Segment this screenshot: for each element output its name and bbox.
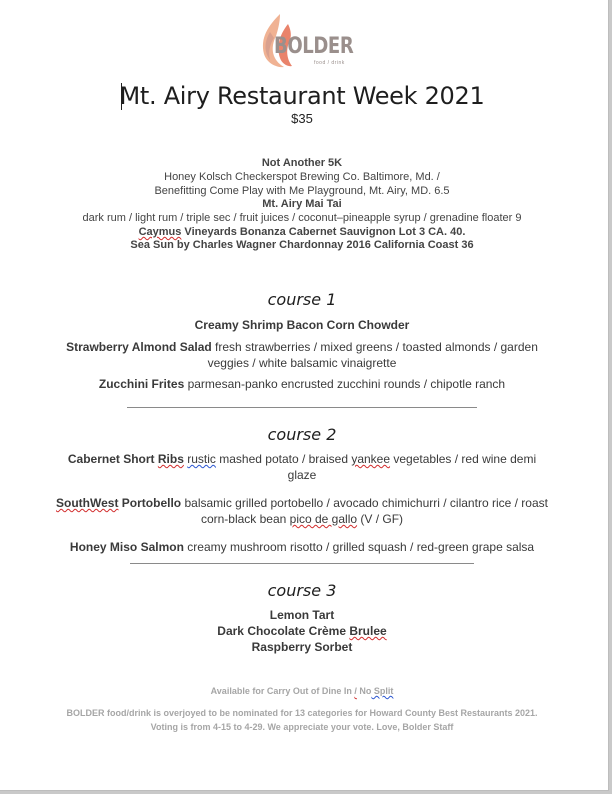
course-3-item-1: Lemon Tart [269, 608, 335, 622]
course-1-item-1: Creamy Shrimp Bacon Corn Chowder [194, 318, 410, 332]
logo-tagline: food / drink [314, 60, 345, 66]
beer-name: Not Another 5K [261, 157, 343, 169]
course-1-heading: course 1 [267, 290, 337, 309]
logo-wordmark: BOLDER [274, 34, 354, 59]
wine-1-brand: Caymus [138, 226, 182, 238]
price: $35 [291, 111, 313, 126]
course-2-item-1-desc-cont: glaze [287, 468, 317, 482]
course-2-item-2-desc-cont: corn-black bean pico de gallo (V / GF) [200, 512, 404, 526]
beer-description-line1: Honey Kolsch Checkerspot Brewing Co. Baltimore, Md. / [164, 171, 440, 183]
footer-voting: Voting is from 4-15 to 4-29. We appreciate your vote. Love, Bolder Staff [150, 722, 454, 732]
bolder-logo [258, 12, 358, 70]
course-3-item-3: Raspberry Sorbet [251, 640, 353, 654]
separator-2 [130, 563, 474, 564]
course-2-heading: course 2 [267, 425, 337, 444]
course-2-item-3-name: Honey Miso Salmon [69, 540, 184, 554]
course-2-item-2: SouthWest Portobello balsamic grilled portobello / avocado chimichurri / cilantro rice / roast [56, 496, 548, 510]
course-2-item-1: Cabernet Short Ribs rustic mashed potato / braised yankee vegetables / red wine demi [67, 452, 537, 466]
course-1-item-2-desc: fresh strawberries / mixed greens / toasted almonds / garden [211, 340, 538, 354]
separator-1 [127, 407, 477, 408]
course-1-item-3 [6, 376, 598, 392]
page-title: Mt. Airy Restaurant Week 2021 [119, 82, 485, 110]
course-2-item-1-name: Cabernet Short Ribs [67, 452, 184, 466]
course-1-item-3-name: Zucchini Frites [98, 377, 185, 391]
wine-1-rest: Vineyards Bonanza Cabernet Sauvignon Lot 3 CA. 40. [181, 226, 466, 238]
footer-nomination: BOLDER food/drink is overjoyed to be nominated for 13 categories for Howard County Best Restaurants 2021. [66, 708, 538, 718]
course-2-item-2-name: SouthWest Portobello [56, 496, 182, 510]
wine-2: Sea Sun by Charles Wagner Chardonnay 2016 California Coast 36 [130, 239, 474, 251]
footer-availability: Available for Carry Out of Dine In / No Split [210, 686, 394, 696]
course-2-item-3 [6, 539, 598, 555]
beer-description-line2: Benefitting Come Play with Me Playground, Mt. Airy, MD. 6.5 [154, 185, 450, 197]
course-3-item-2: Dark Chocolate Crème Brulee [217, 624, 387, 638]
course-2-item-3-desc: creamy mushroom risotto / grilled squash / red-green grape salsa [183, 540, 535, 554]
cocktail-description: dark rum / light rum / triple sec / fruit juices / coconut–pineapple syrup / grenadine floater 9 [82, 212, 522, 224]
course-1-item-3-desc: parmesan-panko encrusted zucchini rounds / chipotle ranch [184, 377, 506, 391]
course-3-heading: course 3 [267, 581, 337, 600]
wine-1 [6, 225, 598, 239]
course-1-item-2-desc-cont: veggies / white balsamic vinaigrette [207, 356, 397, 370]
course-1-item-2-name: Strawberry Almond Salad [66, 340, 212, 354]
course-1-item-2 [6, 339, 598, 355]
cocktail-name: Mt. Airy Mai Tai [262, 198, 342, 210]
